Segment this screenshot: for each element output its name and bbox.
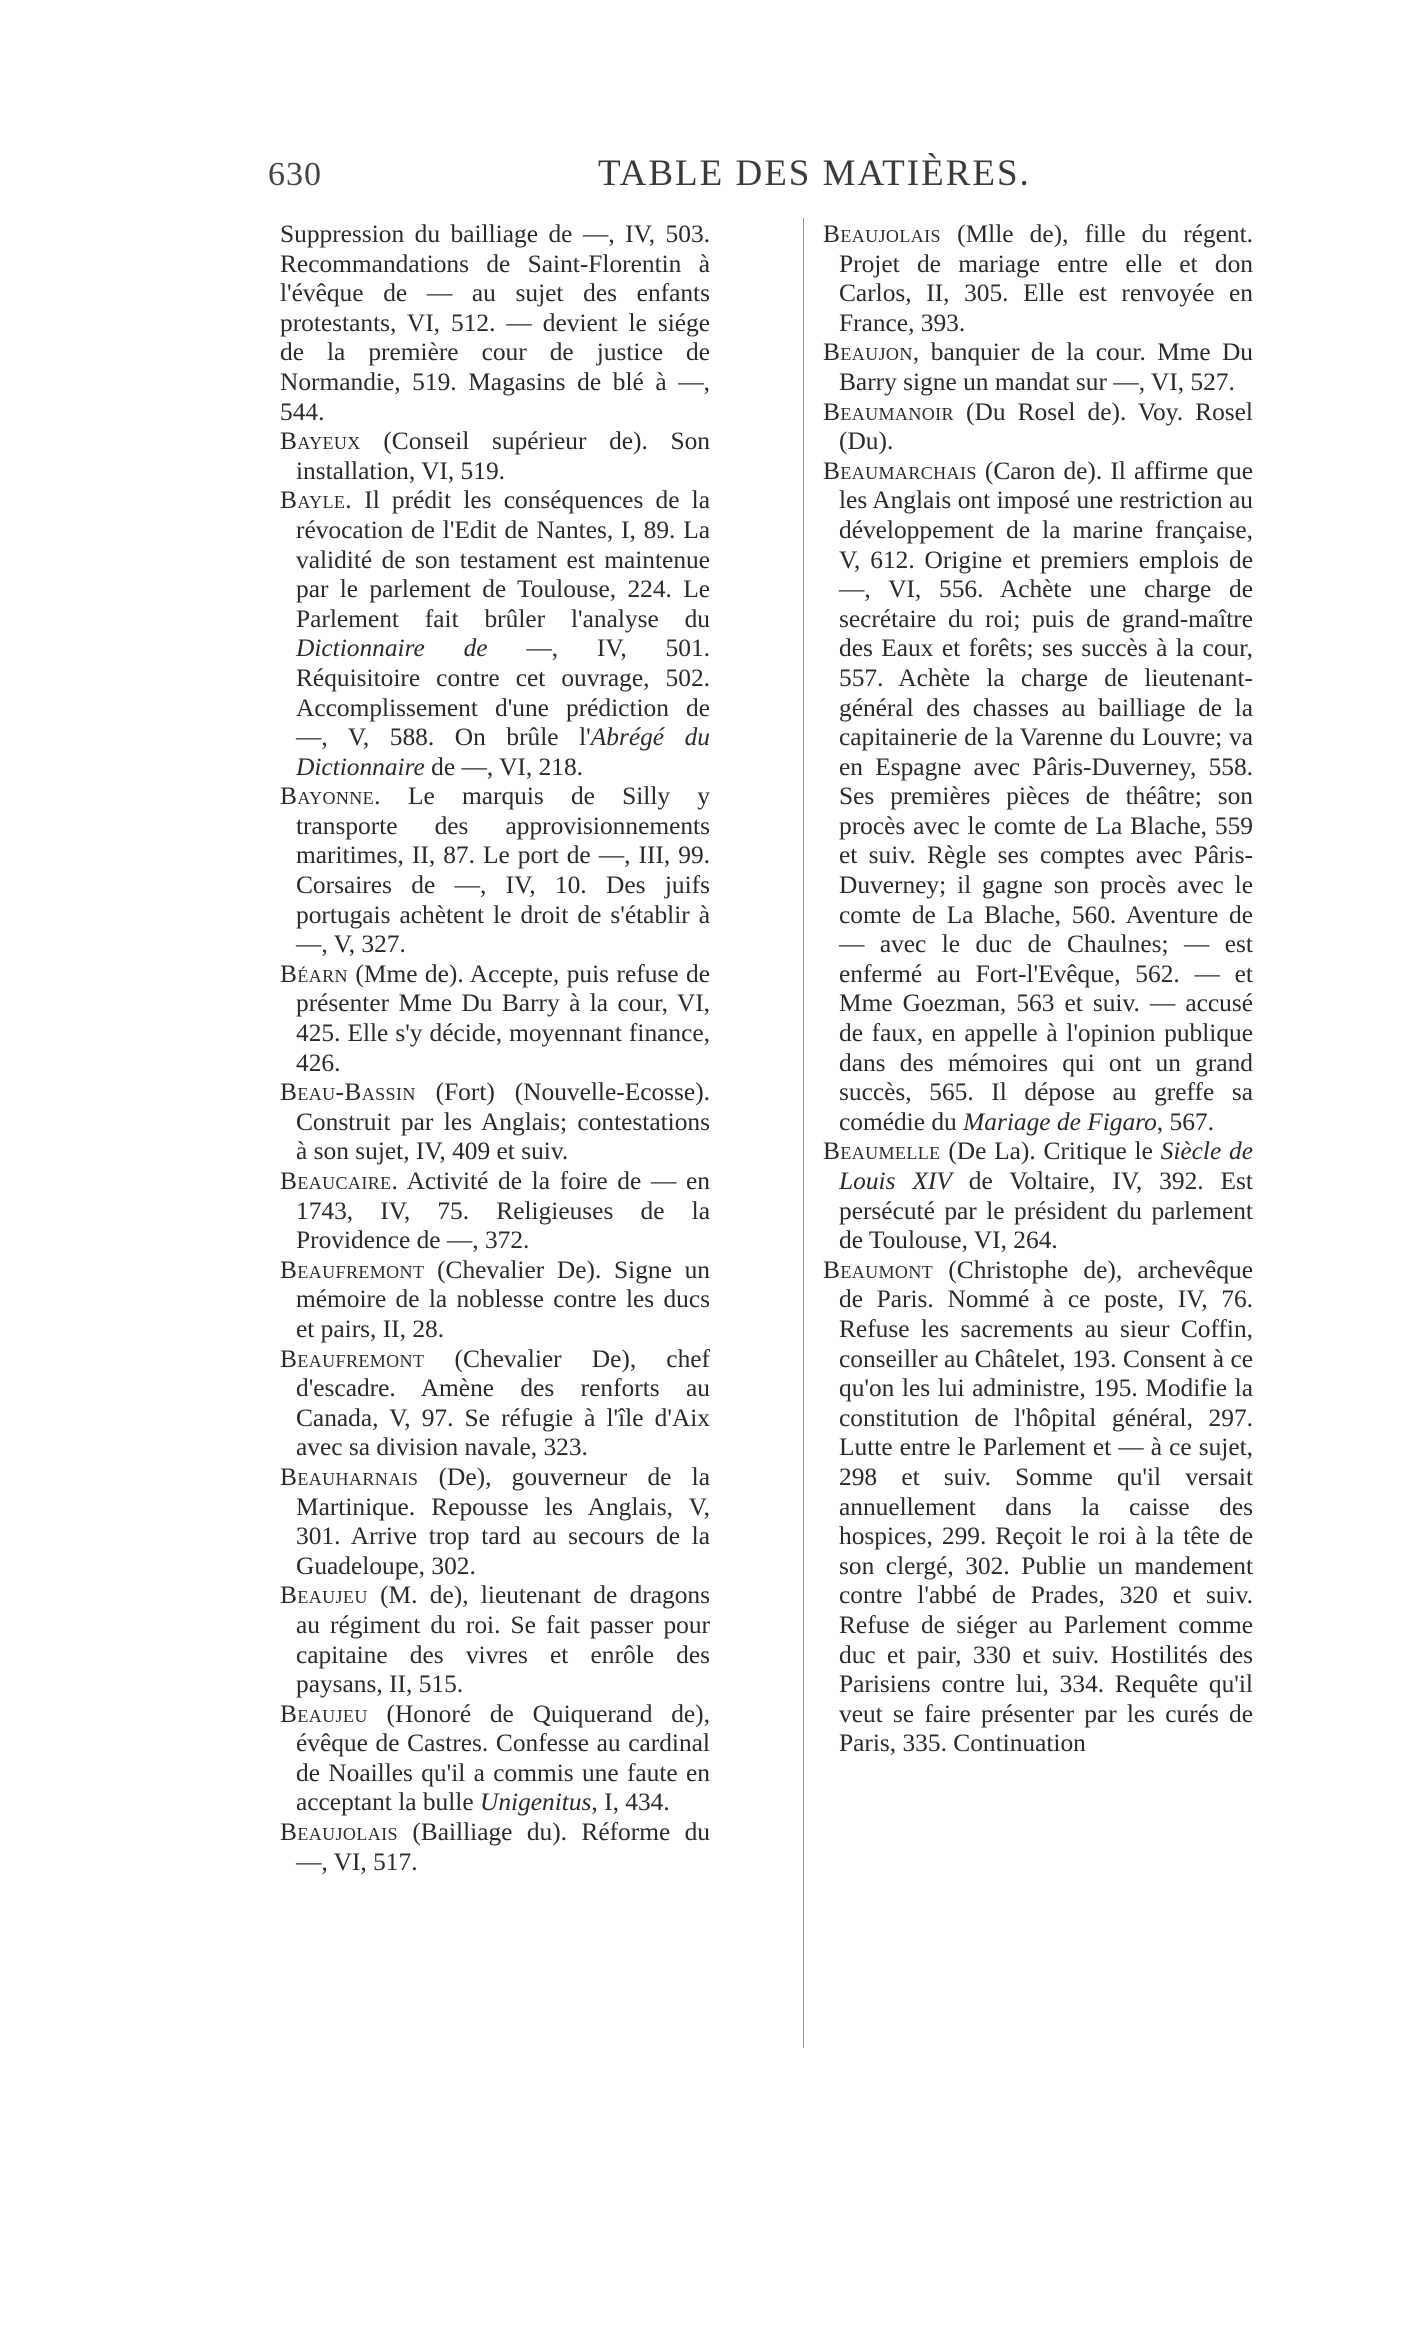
entry-headword: Beaucaire. xyxy=(280,1167,399,1195)
entry-text: (Du Rosel de). Voy. Rosel (Du). xyxy=(839,397,1253,456)
index-entry xyxy=(823,1137,1253,1255)
entry-headword: Beaumelle xyxy=(823,1137,941,1166)
entry-text: de —, VI, 218. xyxy=(424,752,584,781)
entry-headword: Beau-Bassin xyxy=(280,1078,416,1107)
running-title: TABLE DES MATIÈRES. xyxy=(598,153,1031,194)
entry-text: Activité de la foire de — en 1743, IV, 75. Religieuses de la Providence de —, 372. xyxy=(296,1167,710,1255)
entry-text: (Caron de). Il affirme que les Anglais ont imposé une restriction au développement de la marine française, V, 612. Origine et premiers emplois de —, VI, 556. Achète une charge de secrétaire du roi; puis de grand-maître des Eaux et forêts; ses succès à la cour, 557. Achète la charge de lieutenant-général des chasses au bailliage de la capitainerie de la Varenne du Louvre; va en Espagne avec Pâris-Duverney, 558. Ses premières pièces de théâtre; son procès avec le comte de La Blache, 559 et suiv. Règle ses comptes avec Pâris-Duverney; il gagne son procès avec le comte de La Blache, 560. Aventure de — avec le duc de Chaulnes; — est enfermé au Fort-l'Evêque, 562. — et Mme Goezman, 563 et suiv. — accusé de faux, en appelle à l'opinion publique dans des mémoires qui ont un grand succès, 565. Il dépose au greffe sa comédie du xyxy=(839,456,1253,1136)
entry-text: (Chevalier De), chef d'escadre. Amène des renforts au Canada, V, 97. Se réfugie à l'île d'Aix avec sa division navale, 323. xyxy=(296,1344,710,1462)
index-entry xyxy=(823,457,1253,1138)
entry-text: (De La). Critique le xyxy=(948,1137,1161,1166)
entry-text: Suppression du bailliage de —, IV, 503. Recommandations de Saint-Florentin à l'évêque de — au sujet des enfants protestants, VI, 512. — devient le siége de la première cour de justice de Normandie, 519. Magasins de blé à —, 544. xyxy=(280,220,710,426)
entry-headword: Beaumarchais xyxy=(823,456,977,485)
entry-text: (De), gouverneur de la Martinique. Repousse les Anglais, V, 301. Arrive trop tard au secours de la Guadeloupe, 302. xyxy=(296,1462,710,1580)
index-entry xyxy=(280,782,710,960)
entry-text: , I, 434. xyxy=(591,1788,670,1817)
entry-text: (Bailliage du). Réforme du —, VI, 517. xyxy=(296,1818,710,1876)
entry-text: (Mlle de), fille du régent. Projet de mariage entre elle et don Carlos, II, 305. Elle est renvoyée en France, 393. xyxy=(839,220,1253,337)
entry-text: (M. de), lieutenant de dragons au régiment du roi. Se fait passer pour capitaine des vivres et enrôle des paysans, II, 515. xyxy=(296,1581,710,1699)
column-divider xyxy=(803,218,804,2048)
entry-headword: Beauharnais xyxy=(280,1462,419,1491)
entry-text: (Christophe de), archevêque de Paris. Nommé à ce poste, IV, 76. Refuse les sacrements au sieur Coffin, conseiller au Châtelet, 193. Consent à ce qu'on les lui administre, 195. Modifie la constitution de l'hôpital général, 297. Lutte entre le Parlement et — à ce sujet, 298 et suiv. Somme qu'il versait annuellement dans la caisse des hospices, 299. Reçoit le roi à la tête de son clergé, 302. Publie un mandement contre l'abbé de Prades, 320 et suiv. Refuse de siéger au Parlement comme duc et pair, 330 et suiv. Hostilités des Parisiens contre lui, 334. Requête qu'il veut se faire présenter par les curés de Paris, 335. Continuation xyxy=(839,1255,1253,1758)
entry-text: (Conseil supérieur de). Son installation, VI, 519. xyxy=(296,427,710,485)
index-entry xyxy=(280,1700,710,1818)
entry-headword: Beaumont xyxy=(823,1255,934,1284)
entry-text: Il prédit les conséquences de la révocation de l'Edit de Nantes, I, 89. La validité de son testament est maintenue par le parlement de Toulouse, 224. Le Parlement fait brûler l'analyse du xyxy=(296,486,710,633)
index-entry xyxy=(280,1463,710,1581)
entry-text: (Mme de). Accepte, puis refuse de présenter Mme Du Barry à la cour, VI, 425. Elle s'y décide, moyennant finance, 426. xyxy=(296,959,710,1077)
index-entry xyxy=(280,1256,710,1345)
entry-headword: Beaujolais xyxy=(823,220,941,248)
entry-title: Dictionnaire de xyxy=(296,634,488,663)
entry-headword: Beaujolais xyxy=(280,1818,398,1847)
index-entry xyxy=(280,960,710,1078)
entry-headword: Beaujeu xyxy=(280,1699,368,1728)
entry-title: Mariage de Figaro xyxy=(963,1107,1157,1136)
entry-text: (Honoré de Quiquerand de), évêque de Castres. Confesse au cardinal de Noailles qu'il a commis une faute en acceptant la bulle xyxy=(296,1699,710,1817)
entry-headword: Béarn xyxy=(280,959,348,988)
index-entry xyxy=(280,1078,710,1167)
entry-text: —, IV, 501. Réquisitoire contre cet ouvrage, 502. Accomplissement d'une prédiction de —, V, 588. On brûle l' xyxy=(296,634,710,752)
entry-headword: Bayonne. xyxy=(280,782,381,811)
entry-text: , 567. xyxy=(1156,1107,1214,1136)
entry-text: (Chevalier De). Signe un mémoire de la noblesse contre les ducs et pairs, II, 28. xyxy=(296,1255,710,1343)
index-entry xyxy=(280,1581,710,1699)
index-entry xyxy=(280,1167,710,1256)
entry-text: (Fort) (Nouvelle-Ecosse). Construit par les Anglais; contestations à son sujet, IV, 409 et suiv. xyxy=(296,1078,710,1166)
page-number: 630 xyxy=(268,156,322,193)
index-entry xyxy=(823,220,1253,338)
entry-headword: Beaufremont xyxy=(280,1344,425,1373)
entry-headword: Bayeux xyxy=(280,427,361,456)
entry-text: Le marquis de Silly y transporte des approvisionnements maritimes, II, 87. Le port de —, III, 99. Corsaires de —, IV, 10. Des juifs portugais achètent le droit de s'établir à —, V, 327. xyxy=(296,782,710,959)
running-head xyxy=(268,152,1031,200)
index-entry xyxy=(823,338,1253,397)
index-entry xyxy=(280,427,710,486)
index-entry xyxy=(823,398,1253,457)
entry-title: Abrégé du Dictionnaire xyxy=(296,723,710,781)
entry-headword: Beaujon, xyxy=(823,338,920,367)
index-entry xyxy=(280,1345,710,1463)
entry-headword: Beaujeu xyxy=(280,1581,368,1610)
entry-headword: Beaumanoir xyxy=(823,397,954,426)
entry-text: de Voltaire, IV, 392. Est persécuté par le président du parlement de Toulouse, VI, 264. xyxy=(839,1167,1253,1255)
index-entry xyxy=(280,486,710,782)
index-entry xyxy=(823,1256,1253,1759)
index-entry xyxy=(280,220,710,427)
entry-title: Unigenitus xyxy=(479,1788,592,1817)
index-entry xyxy=(280,1818,710,1877)
left-column xyxy=(280,220,710,1877)
entry-text: banquier de la cour. Mme Du Barry signe un mandat sur —, VI, 527. xyxy=(839,338,1254,396)
entry-title: Siècle de Louis XIV xyxy=(839,1137,1253,1195)
entry-headword: Bayle. xyxy=(280,486,353,515)
right-column xyxy=(823,220,1253,1759)
entry-headword: Beaufremont xyxy=(280,1255,425,1284)
